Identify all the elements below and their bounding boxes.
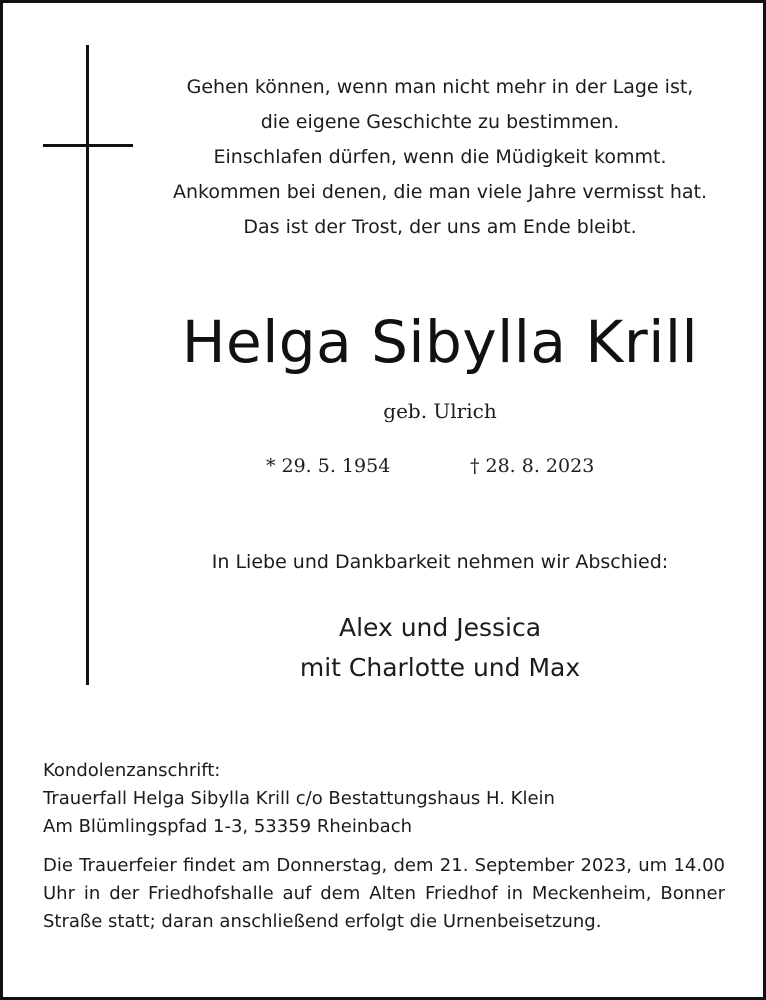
verse-line: die eigene Geschichte zu bestimmen. bbox=[260, 111, 620, 133]
mourners-line: Alex und Jessica bbox=[338, 613, 542, 642]
mourners-line: mit Charlotte und Max bbox=[299, 653, 581, 682]
verse-line: Einschlafen dürfen, wenn die Müdigkeit kommt. bbox=[213, 146, 667, 168]
verse-line: Gehen können, wenn man nicht mehr in der Lage ist, bbox=[186, 76, 694, 98]
death-cross-icon: † bbox=[470, 455, 480, 477]
death-date: 28. 8. 2023 bbox=[485, 455, 595, 477]
birth-date: 29. 5. 1954 bbox=[281, 455, 391, 477]
cross-horizontal-bar bbox=[43, 144, 133, 147]
funeral-service-info: Die Trauerfeier findet am Donnerstag, dem 21. September 2023, um 14.00 Uhr in der Friedhofshalle auf dem Alten Friedhof in Meckenheim, Bonner Straße statt; daran anschließend erfolgt die Urnenbeisetzung. bbox=[43, 855, 725, 932]
condolence-line: Am Blümlingspfad 1-3, 53359 Rheinbach bbox=[43, 816, 412, 837]
condolence-address bbox=[43, 757, 743, 841]
maiden-name: geb. Ulrich bbox=[383, 399, 497, 423]
mourners bbox=[130, 608, 750, 688]
verse-line: Das ist der Trost, der uns am Ende bleibt. bbox=[243, 216, 637, 238]
birth bbox=[266, 451, 390, 481]
cross-vertical-bar bbox=[86, 45, 89, 685]
farewell-text: In Liebe und Dankbarkeit nehmen wir Abschied: bbox=[211, 551, 669, 573]
death bbox=[470, 451, 594, 481]
life-dates bbox=[0, 451, 766, 483]
verse-line: Ankommen bei denen, die man viele Jahre vermisst hat. bbox=[172, 181, 708, 203]
verse bbox=[130, 70, 750, 245]
deceased-name: Helga Sibylla Krill bbox=[181, 308, 699, 376]
condolence-line: Trauerfall Helga Sibylla Krill c/o Bestattungshaus H. Klein bbox=[43, 788, 555, 809]
birth-star-icon: * bbox=[266, 455, 276, 477]
condolence-heading: Kondolenzanschrift: bbox=[43, 760, 221, 781]
